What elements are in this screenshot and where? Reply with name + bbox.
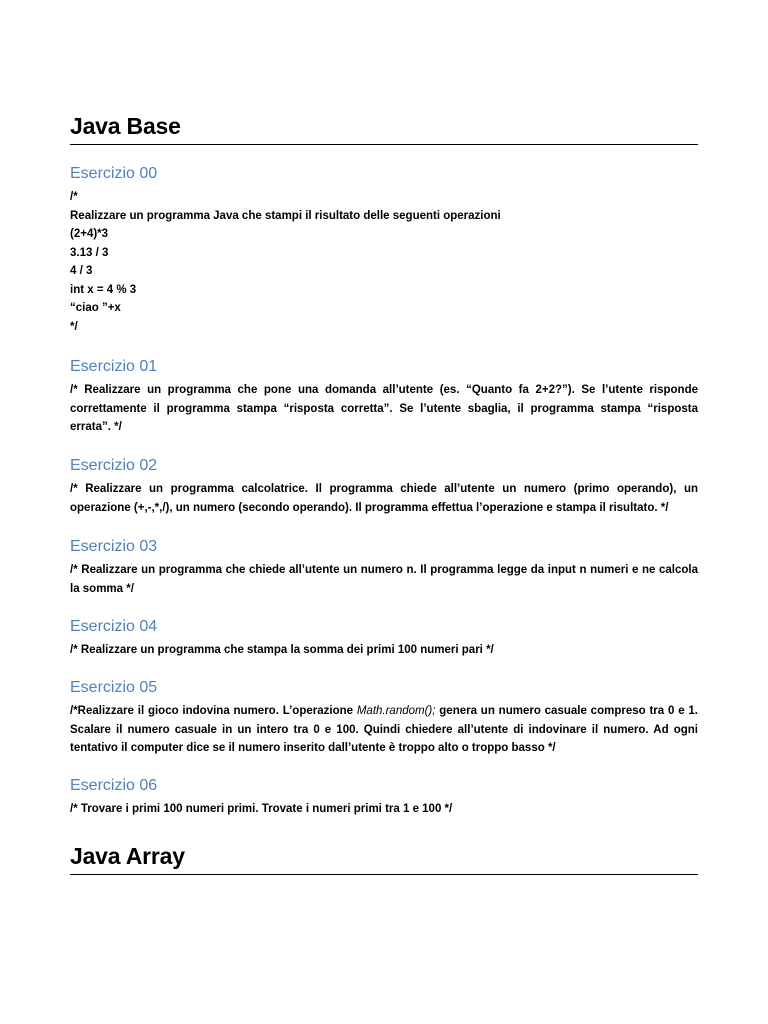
exercise-title: Esercizio 01 bbox=[70, 358, 158, 375]
section-java-base bbox=[70, 112, 698, 145]
exercise-03 bbox=[70, 537, 698, 598]
exercise-title: Esercizio 05 bbox=[70, 679, 158, 696]
exercise-body bbox=[70, 702, 698, 758]
exercise-line: 4 / 3 bbox=[70, 265, 93, 277]
exercise-line: “ciao ”+x bbox=[70, 302, 121, 314]
exercise-title: Esercizio 06 bbox=[70, 777, 158, 794]
exercise-00 bbox=[70, 164, 698, 336]
exercise-02 bbox=[70, 456, 698, 517]
exercise-title: Esercizio 03 bbox=[70, 538, 158, 555]
exercise-body: /* Realizzare un programma che pone una domanda all’utente (es. “Quanto fa 2+2?”). Se l’utente risponde correttamente il programma stampa “risposta corretta”. Se l’utente sbaglia, il programma stampa “risposta errata”. */ bbox=[70, 384, 698, 433]
exercise-01 bbox=[70, 357, 698, 437]
exercise-body: /* Realizzare un programma che chiede all’utente un numero n. Il programma legge da input n numeri e ne calcola la somma */ bbox=[70, 564, 698, 595]
exercise-line: int x = 4 % 3 bbox=[70, 283, 137, 296]
exercise-body: /* Realizzare un programma che stampa la somma dei primi 100 numeri pari */ bbox=[70, 644, 494, 656]
exercise-line: (2+4)*3 bbox=[70, 228, 109, 240]
section-java-array bbox=[70, 842, 698, 875]
exercise-06 bbox=[70, 776, 698, 819]
section-title: Java Base bbox=[70, 112, 698, 145]
exercise-body: /* Trovare i primi 100 numeri primi. Trovate i numeri primi tra 1 e 100 */ bbox=[70, 803, 453, 815]
exercise-body bbox=[70, 188, 698, 336]
exercise-body: /* Realizzare un programma calcolatrice. Il programma chiede all’utente un numero (primo operando), un operazione (+,-,*,/), un numero (secondo operando). Il programma effettua l’operazione e stampa il risultato. */ bbox=[70, 483, 698, 514]
section-title: Java Array bbox=[70, 842, 698, 875]
exercise-title: Esercizio 02 bbox=[70, 457, 158, 474]
exercise-text: /*Realizzare il gioco indovina numero. L’operazione bbox=[70, 705, 357, 717]
exercise-line: /* bbox=[70, 191, 78, 203]
exercise-line: Realizzare un programma Java che stampi il risultato delle seguenti operazioni bbox=[70, 209, 501, 222]
exercise-text: genera un numero casuale compreso tra 0 e 1. Scalare il numero casuale in un intero tra 0 e 100. Quindi chiedere all’utente di indovinare il numero. Ad ogni tentativo il computer dice se il numero inserito dall’utente è troppo alto o troppo basso */ bbox=[70, 705, 698, 754]
exercise-05 bbox=[70, 678, 698, 758]
exercise-04 bbox=[70, 617, 698, 660]
code-snippet: Math.random(); bbox=[356, 705, 436, 717]
exercise-title: Esercizio 04 bbox=[70, 618, 158, 635]
exercise-line: */ bbox=[70, 320, 78, 333]
exercise-line: 3.13 / 3 bbox=[70, 246, 109, 259]
exercise-title: Esercizio 00 bbox=[70, 165, 158, 182]
